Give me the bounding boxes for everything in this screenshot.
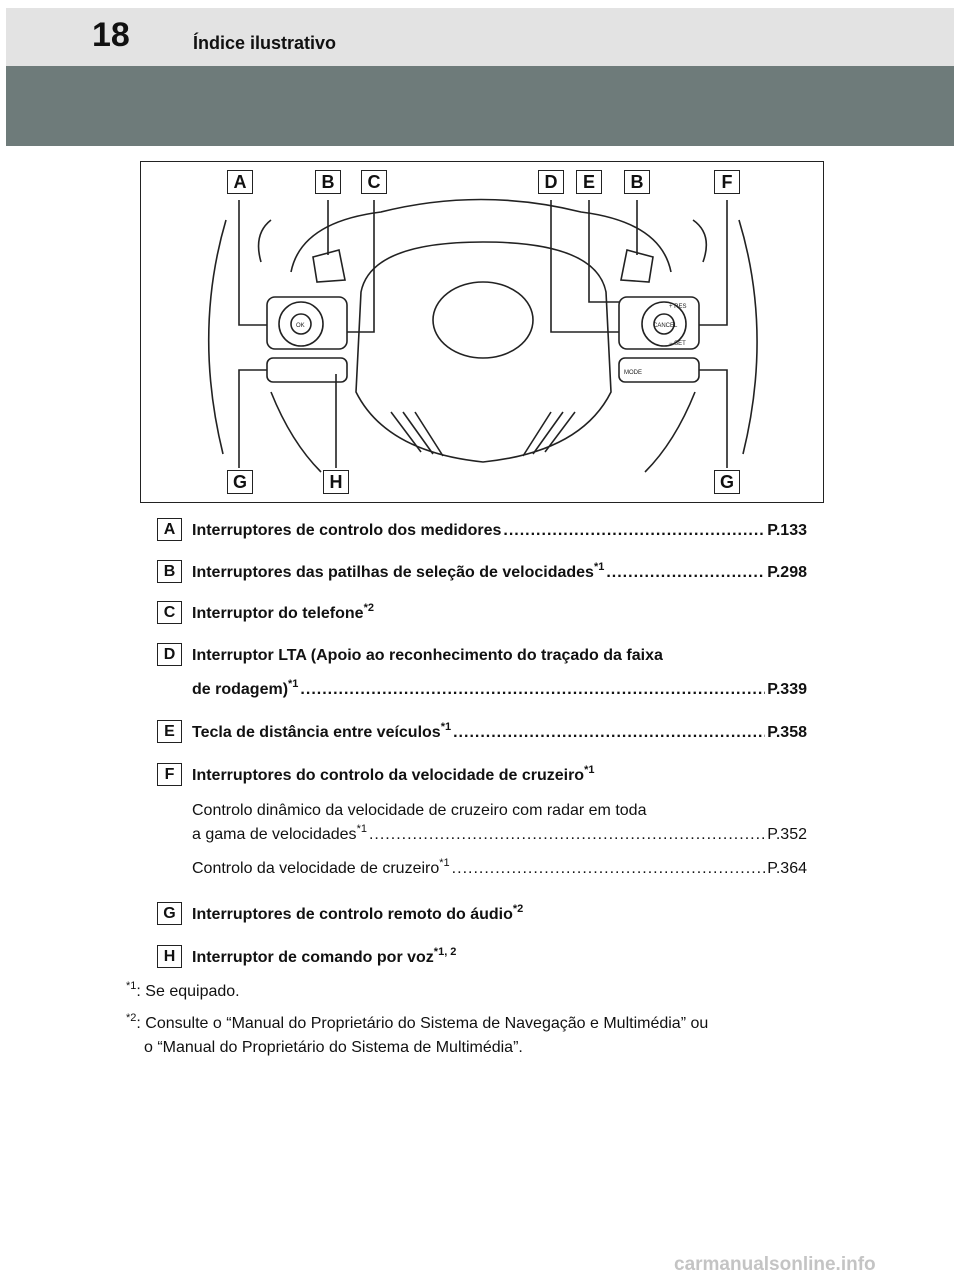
footnote-mark: *1 <box>584 764 595 776</box>
callout-e-top: E <box>576 170 602 194</box>
steering-wheel-figure <box>140 161 824 503</box>
callout-g-bottom-right: G <box>714 470 740 494</box>
entry-badge: D <box>157 643 182 666</box>
dot-leader <box>300 681 765 699</box>
callout-a-top: A <box>227 170 253 194</box>
entry-text: Interruptores das patilhas de seleção de velocidades <box>192 564 594 581</box>
dot-leader <box>452 860 766 878</box>
footnote-mark: *1 <box>288 678 299 690</box>
steering-wheel-illustration <box>141 162 825 504</box>
page-header <box>6 8 954 66</box>
entry-text: Interruptor do telefone <box>192 605 364 622</box>
sub-entry-text-continued: a gama de velocidades <box>192 826 357 843</box>
page-reference[interactable]: P.364 <box>767 860 807 877</box>
page-reference[interactable]: P.339 <box>767 681 807 698</box>
callout-b-top-left: B <box>315 170 341 194</box>
footnote-text: : Consulte o “Manual do Proprietário do Sistema de Navegação e Multimédia” ou <box>136 1015 709 1032</box>
callout-b-top-right: B <box>624 170 650 194</box>
watermark: carmanualsonline.info <box>674 1254 876 1275</box>
section-title: Índice ilustrativo <box>193 33 337 53</box>
page-reference[interactable]: P.133 <box>767 522 807 539</box>
footnote-mark: *1 <box>440 721 452 733</box>
entry-text: Interruptor LTA (Apoio ao reconhecimento do traçado da faixa <box>192 647 663 664</box>
ok-switch-label: OK <box>296 323 305 329</box>
footnote-mark: *2 <box>512 903 524 915</box>
res-switch-label: + RES <box>669 304 687 310</box>
entry-text-continued: de rodagem) <box>192 681 289 698</box>
dot-leader <box>453 724 765 742</box>
entry-badge: B <box>157 560 182 583</box>
cancel-switch-label: CANCEL <box>653 323 678 329</box>
footnote-1 <box>126 980 836 1004</box>
footnote-mark: *2 <box>126 1012 137 1024</box>
footnote-mark: *1 <box>593 561 605 573</box>
callout-c-top: C <box>361 170 387 194</box>
page-reference[interactable]: P.298 <box>767 564 807 581</box>
entry-badge: H <box>157 945 182 968</box>
set-switch-label: − SET <box>669 341 686 347</box>
callout-d-top: D <box>538 170 564 194</box>
callout-h-bottom: H <box>323 470 349 494</box>
footnote-mark: *1 <box>126 980 137 992</box>
page-reference[interactable]: P.358 <box>767 724 807 741</box>
footnote-mark: *1, 2 <box>433 946 457 958</box>
entry-text: Interruptores de controlo dos medidores <box>192 522 502 539</box>
footnote-text-continued: o “Manual do Proprietário do Sistema de Multimédia”. <box>144 1039 523 1056</box>
sub-entry-text: Controlo da velocidade de cruzeiro <box>192 860 440 877</box>
entry-badge: F <box>157 763 182 786</box>
callout-f-top: F <box>714 170 740 194</box>
sub-entry-text: Controlo dinâmico da velocidade de cruzeiro com radar em toda <box>192 802 647 819</box>
footnote-2 <box>126 1012 836 1060</box>
dot-leader <box>503 522 765 540</box>
entry-badge: E <box>157 720 182 743</box>
dot-leader <box>606 564 765 582</box>
entry-text: Interruptor de comando por voz <box>192 949 434 966</box>
section-band <box>6 66 954 146</box>
page-number: 18 <box>92 16 130 54</box>
footnote-mark: *1 <box>439 857 450 869</box>
dot-leader <box>369 826 765 844</box>
entry-text: Interruptores de controlo remoto do áudio <box>192 906 513 923</box>
entry-text: Tecla de distância entre veículos <box>192 724 441 741</box>
entry-text: Interruptores do controlo da velocidade de cruzeiro <box>192 767 585 784</box>
entry-badge: C <box>157 601 182 624</box>
page-reference[interactable]: P.352 <box>767 826 807 843</box>
mode-switch-label: MODE <box>624 370 642 376</box>
footnote-mark: *2 <box>363 602 374 614</box>
entry-badge: G <box>157 902 182 925</box>
footnote-text: : Se equipado. <box>136 983 240 1000</box>
footnote-mark: *1 <box>356 823 367 835</box>
entry-badge: A <box>157 518 182 541</box>
callout-g-bottom-left: G <box>227 470 253 494</box>
